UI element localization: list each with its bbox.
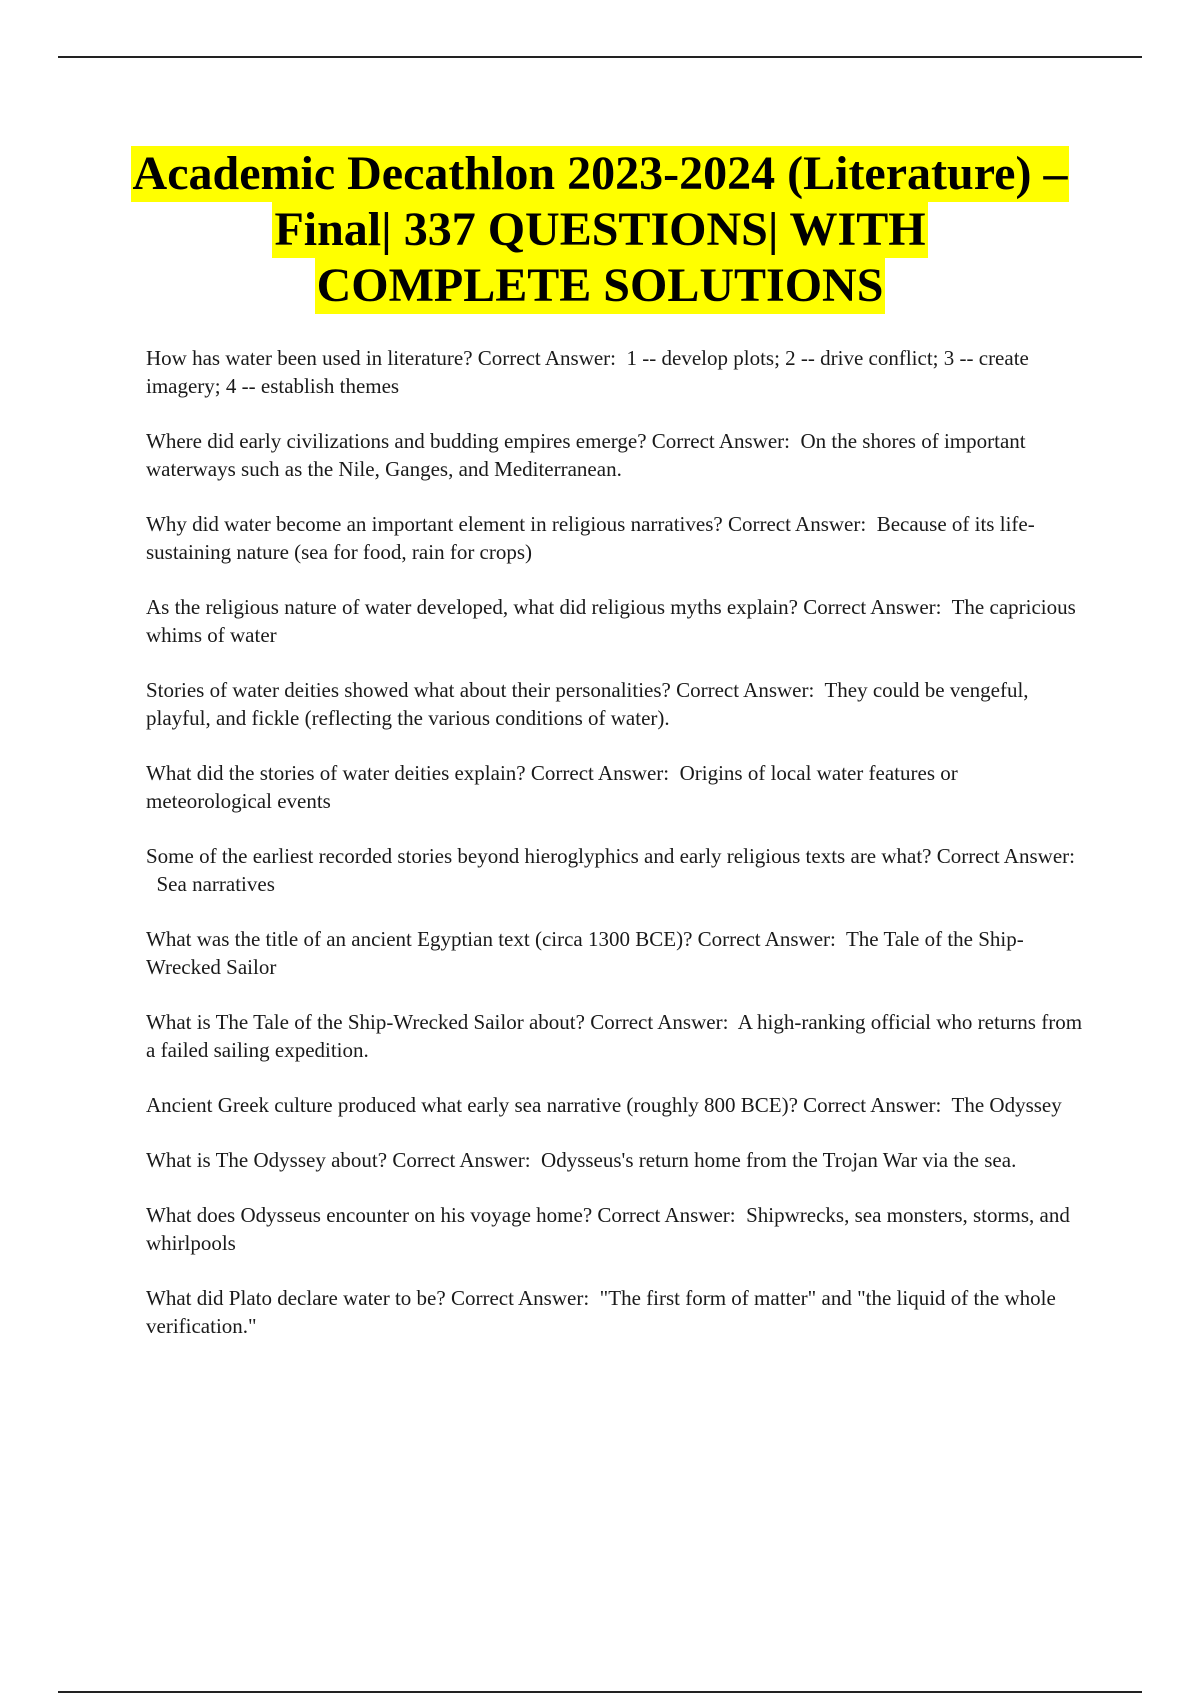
answer-text: On the shores of important waterways such as the Nile, Ganges, and Mediterranean. (146, 429, 1026, 481)
answer-label: Correct Answer: (651, 429, 790, 453)
question-text: Why did water become an important element in religious narratives? (146, 512, 723, 536)
question-text: Ancient Greek culture produced what early sea narrative (roughly 800 BCE)? (146, 1093, 798, 1117)
document-title (100, 146, 1100, 314)
bottom-divider (58, 1691, 1142, 1693)
answer-text: Origins of local water features or meteorological events (146, 761, 958, 813)
answer-text: Shipwrecks, sea monsters, storms, and whirlpools (146, 1203, 1070, 1255)
question-text: What does Odysseus encounter on his voyage home? (146, 1203, 593, 1227)
title-line-3: COMPLETE SOLUTIONS (316, 259, 884, 312)
question-text: Stories of water deities showed what about their personalities? (146, 678, 671, 702)
qa-item (146, 510, 1086, 566)
answer-text: The Odyssey (951, 1093, 1062, 1117)
qa-item (146, 925, 1086, 981)
question-text: Some of the earliest recorded stories beyond hieroglyphics and early religious texts are what? (146, 844, 932, 868)
qa-item (146, 427, 1086, 483)
answer-label: Correct Answer: (676, 678, 815, 702)
qa-item (146, 1008, 1086, 1064)
answer-label: Correct Answer: (530, 761, 670, 785)
answer-text: Sea narratives (156, 872, 275, 896)
question-text: What is The Odyssey about? (146, 1148, 388, 1172)
question-text: How has water been used in literature? (146, 346, 473, 370)
qa-list (146, 344, 1086, 1367)
answer-text: 1 -- develop plots; 2 -- drive conflict; 3 -- create imagery; 4 -- establish themes (146, 346, 1029, 398)
answer-label: Correct Answer: (597, 1203, 736, 1227)
qa-item (146, 842, 1086, 898)
question-text: What is The Tale of the Ship-Wrecked Sailor about? (146, 1010, 585, 1034)
answer-label: Correct Answer: (936, 844, 1075, 868)
qa-item (146, 676, 1086, 732)
qa-item (146, 344, 1086, 400)
answer-text: "The first form of matter" and "the liquid of the whole verification." (146, 1286, 1056, 1338)
answer-label: Correct Answer: (477, 346, 617, 370)
answer-label: Correct Answer: (450, 1286, 590, 1310)
answer-text: A high-ranking official who returns from a failed sailing expedition. (146, 1010, 1083, 1062)
question-text: As the religious nature of water developed, what did religious myths explain? (146, 595, 798, 619)
qa-item (146, 1146, 1086, 1174)
question-text: What did the stories of water deities explain? (146, 761, 526, 785)
answer-label: Correct Answer: (803, 1093, 942, 1117)
answer-text: Because of its life-sustaining nature (sea for food, rain for crops) (146, 512, 1035, 564)
answer-text: They could be vengeful, playful, and fickle (reflecting the various conditions of water). (146, 678, 1029, 730)
answer-label: Correct Answer: (727, 512, 867, 536)
qa-item (146, 593, 1086, 649)
top-divider (58, 56, 1142, 58)
answer-label: Correct Answer: (392, 1148, 531, 1172)
answer-text: The Tale of the Ship-Wrecked Sailor (146, 927, 1024, 979)
answer-text: The capricious whims of water (146, 595, 1076, 647)
title-line-2: Final| 337 QUESTIONS| WITH (274, 203, 926, 256)
title-line-1: Academic Decathlon 2023-2024 (Literature) – (132, 147, 1068, 200)
qa-item (146, 1201, 1086, 1257)
question-text: Where did early civilizations and budding empires emerge? (146, 429, 647, 453)
question-text: What did Plato declare water to be? (146, 1286, 446, 1310)
answer-label: Correct Answer: (803, 595, 942, 619)
qa-item (146, 759, 1086, 815)
qa-item (146, 1091, 1086, 1119)
question-text: What was the title of an ancient Egyptian text (circa 1300 BCE)? (146, 927, 693, 951)
qa-item (146, 1284, 1086, 1340)
answer-label: Correct Answer: (697, 927, 836, 951)
answer-label: Correct Answer: (590, 1010, 729, 1034)
answer-text: Odysseus's return home from the Trojan War via the sea. (541, 1148, 1017, 1172)
